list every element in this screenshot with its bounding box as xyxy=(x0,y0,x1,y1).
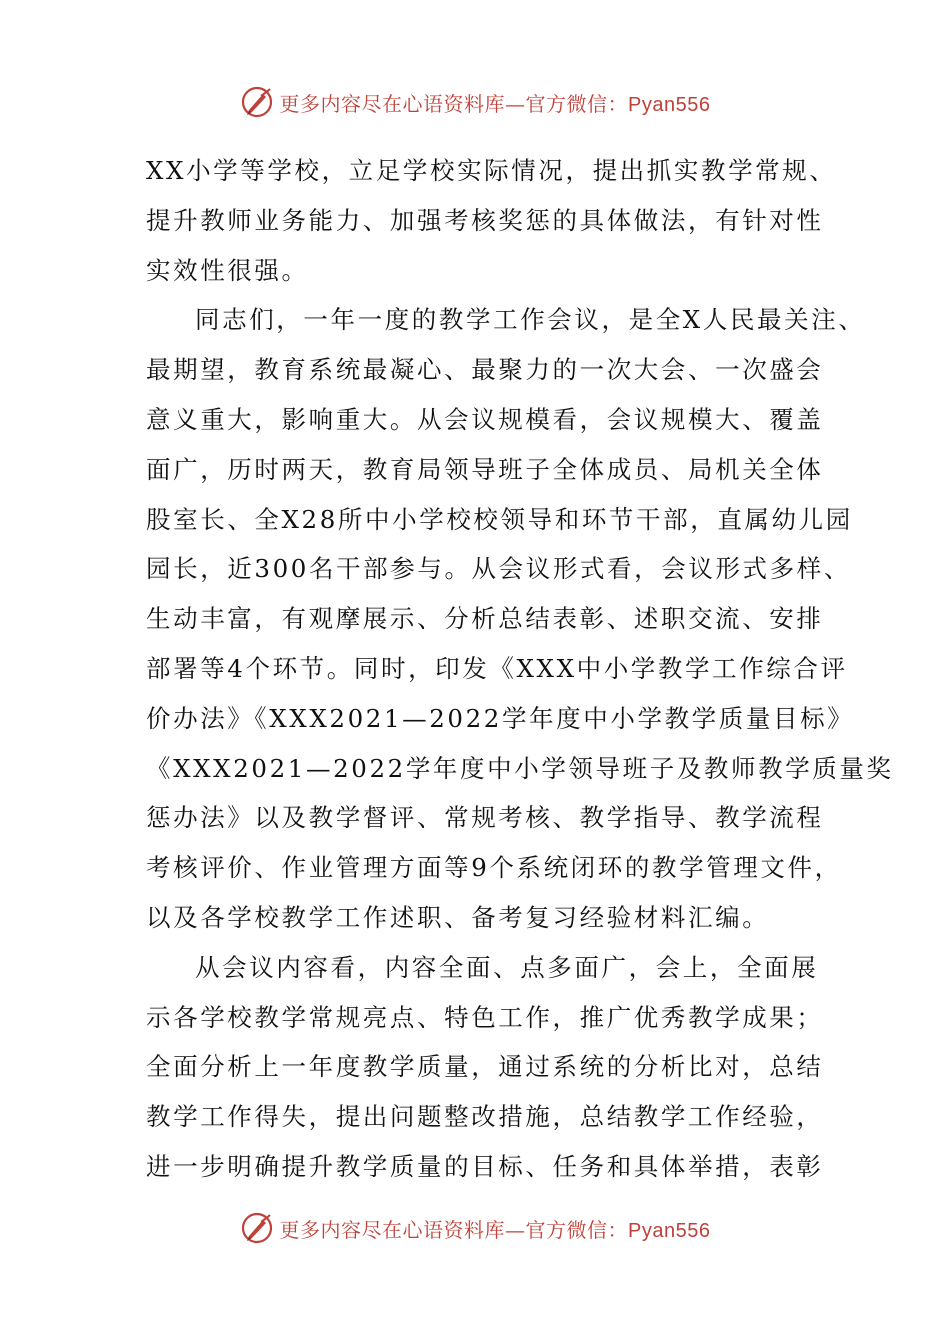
text-line: 进一步明确提升教学质量的目标、任务和具体举措，表彰 xyxy=(146,1151,824,1181)
text-line: 示各学校教学常规亮点、特色工作，推广优秀教学成果； xyxy=(146,1002,824,1032)
document-body xyxy=(146,146,894,1192)
text-line: 全面分析上一年度教学质量，通过系统的分析比对，总结 xyxy=(146,1052,824,1082)
text-line: 最期望，教育系统最凝心、最聚力的一次大会、一次盛会 xyxy=(146,355,824,385)
text-line: 面广，历时两天，教育局领导班子全体成员、局机关全体 xyxy=(146,454,824,484)
watermark-label: 更多内容尽在心语资料库—官方微信： xyxy=(279,91,629,116)
paragraph-start-line: 同志们，一年一度的教学工作会议，是全X人民最关注、 xyxy=(195,305,866,335)
watermark-text xyxy=(280,1214,711,1243)
quill-pen-logo-icon xyxy=(240,1211,274,1245)
text-line: 考核评价、作业管理方面等9个系统闭环的教学管理文件， xyxy=(146,853,842,883)
text-line: 股室长、全X28所中小学校校领导和环节干部，直属幼儿园 xyxy=(146,504,853,534)
text-line: 惩办法》以及教学督评、常规考核、教学指导、教学流程 xyxy=(146,803,824,833)
wechat-id: Pyan556 xyxy=(628,1219,711,1242)
text-line: 《XXX2021—2022学年度中小学领导班子及教师教学质量奖 xyxy=(146,753,894,783)
text-line: 实效性很强。 xyxy=(146,255,309,285)
text-line: 提升教师业务能力、加强考核奖惩的具体做法，有针对性 xyxy=(146,205,824,235)
text-line: 意义重大，影响重大。从会议规模看，会议规模大、覆盖 xyxy=(146,404,824,434)
text-line: 园长，近300名干部参与。从会议形式看，会议形式多样、 xyxy=(146,554,851,584)
wechat-id: Pyan556 xyxy=(628,93,711,116)
footer-watermark xyxy=(0,1208,950,1248)
text-line: 以及各学校教学工作述职、备考复习经验材料汇编。 xyxy=(146,902,770,932)
text-line: 教学工作得失，提出问题整改措施，总结教学工作经验， xyxy=(146,1102,824,1132)
paragraph-start-line: 从会议内容看，内容全面、点多面广，会上，全面展 xyxy=(195,952,819,982)
text-line: XX小学等学校，立足学校实际情况，提出抓实教学常规、 xyxy=(146,156,837,185)
quill-pen-logo-icon xyxy=(240,85,274,119)
text-line: 部署等4个环节。同时，印发《XXX中小学教学工作综合评 xyxy=(146,653,848,683)
text-line: 价办法》《XXX2021—2022学年度中小学教学质量目标》 xyxy=(146,703,855,733)
watermark-label: 更多内容尽在心语资料库—官方微信： xyxy=(279,1217,629,1242)
text-line: 生动丰富，有观摩展示、分析总结表彰、述职交流、安排 xyxy=(146,604,824,634)
watermark-text xyxy=(280,88,711,117)
header-watermark xyxy=(0,82,950,122)
